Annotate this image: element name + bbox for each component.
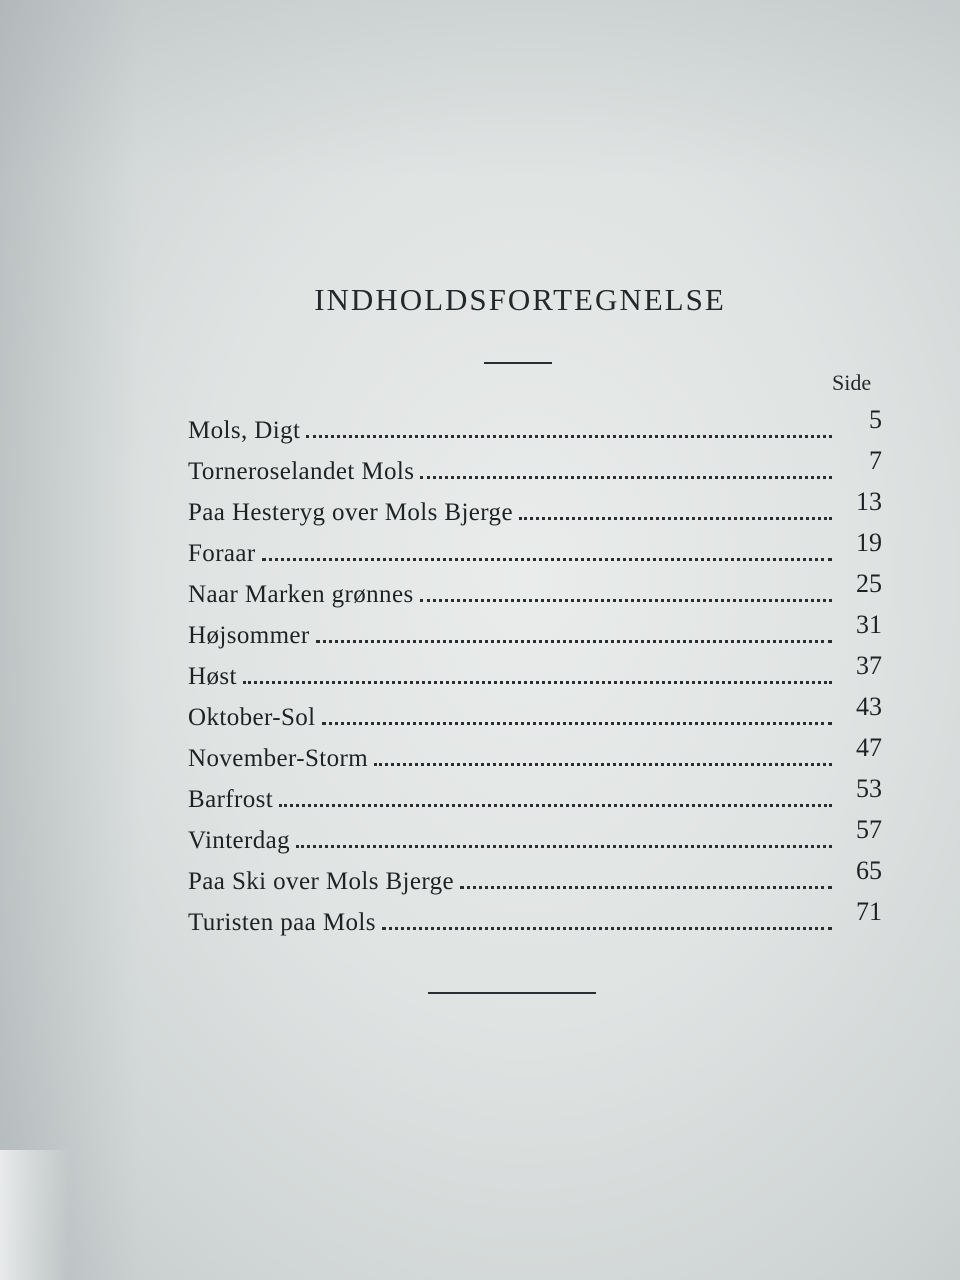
toc-entry-title: Høst	[188, 663, 237, 690]
toc-entry-title: Paa Ski over Mols Bjerge	[188, 868, 455, 895]
toc-entry-page: 25	[856, 569, 882, 598]
divider-bottom	[428, 992, 596, 994]
toc-entry-title: Naar Marken grønnes	[188, 581, 414, 608]
toc-entry-title: Turisten paa Mols	[188, 909, 376, 936]
toc-entry-page: 47	[856, 733, 882, 762]
dot-leader	[243, 680, 832, 684]
dot-leader	[316, 639, 832, 643]
toc-entry-page: 71	[856, 897, 882, 926]
toc-entry-page: 19	[856, 528, 882, 557]
dot-leader	[420, 598, 832, 602]
page-title: INDHOLDSFORTEGNELSE	[314, 282, 726, 317]
dot-leader	[306, 434, 832, 438]
divider-top	[484, 362, 552, 364]
toc-entry	[188, 773, 882, 814]
toc-entry	[188, 609, 882, 650]
dot-leader	[262, 557, 832, 561]
toc-entry-page: 13	[856, 487, 882, 516]
dot-leader	[279, 803, 832, 807]
toc-entry	[188, 527, 882, 568]
toc-entry	[188, 404, 882, 445]
toc-entry-title: Torneroselandet Mols	[188, 458, 415, 485]
page-column-label: Side	[832, 370, 872, 395]
toc-entry-page: 43	[856, 692, 882, 721]
dot-leader	[374, 762, 832, 766]
page-shadow-top	[0, 0, 960, 180]
page-shadow-left	[0, 0, 140, 1280]
toc-entry-title: Barfrost	[188, 786, 274, 813]
toc-entry	[188, 486, 882, 527]
toc-entry	[188, 445, 882, 486]
toc-entry-title: Vinterdag	[188, 827, 291, 854]
toc-entry-page: 65	[856, 856, 882, 885]
dot-leader	[420, 475, 832, 479]
toc-entry	[188, 732, 882, 773]
toc-entry-title: Paa Hesteryg over Mols Bjerge	[188, 499, 513, 526]
dot-leader	[296, 844, 832, 848]
toc-entry-page: 57	[856, 815, 882, 844]
toc-entry	[188, 691, 882, 732]
dot-leader	[460, 885, 832, 889]
dot-leader	[519, 516, 832, 520]
toc-entry-title: Foraar	[188, 540, 256, 567]
light-glare	[0, 1150, 70, 1280]
toc-entry-title: Højsommer	[188, 622, 310, 649]
toc-entry-page: 7	[869, 446, 882, 475]
toc-entry	[188, 814, 882, 855]
dot-leader	[322, 721, 833, 725]
toc-entry	[188, 855, 882, 896]
toc-entry-title: Mols, Digt	[188, 417, 301, 444]
toc-entry	[188, 568, 882, 609]
table-of-contents	[188, 404, 882, 937]
toc-entry-page: 53	[856, 774, 882, 803]
toc-entry	[188, 650, 882, 691]
toc-entry-title: November-Storm	[188, 745, 369, 772]
toc-entry-page: 5	[869, 405, 882, 434]
toc-entry-page: 31	[856, 610, 882, 639]
toc-entry-title: Oktober-Sol	[188, 704, 316, 731]
toc-entry	[188, 896, 882, 937]
toc-entry-page: 37	[856, 651, 882, 680]
dot-leader	[382, 926, 832, 930]
